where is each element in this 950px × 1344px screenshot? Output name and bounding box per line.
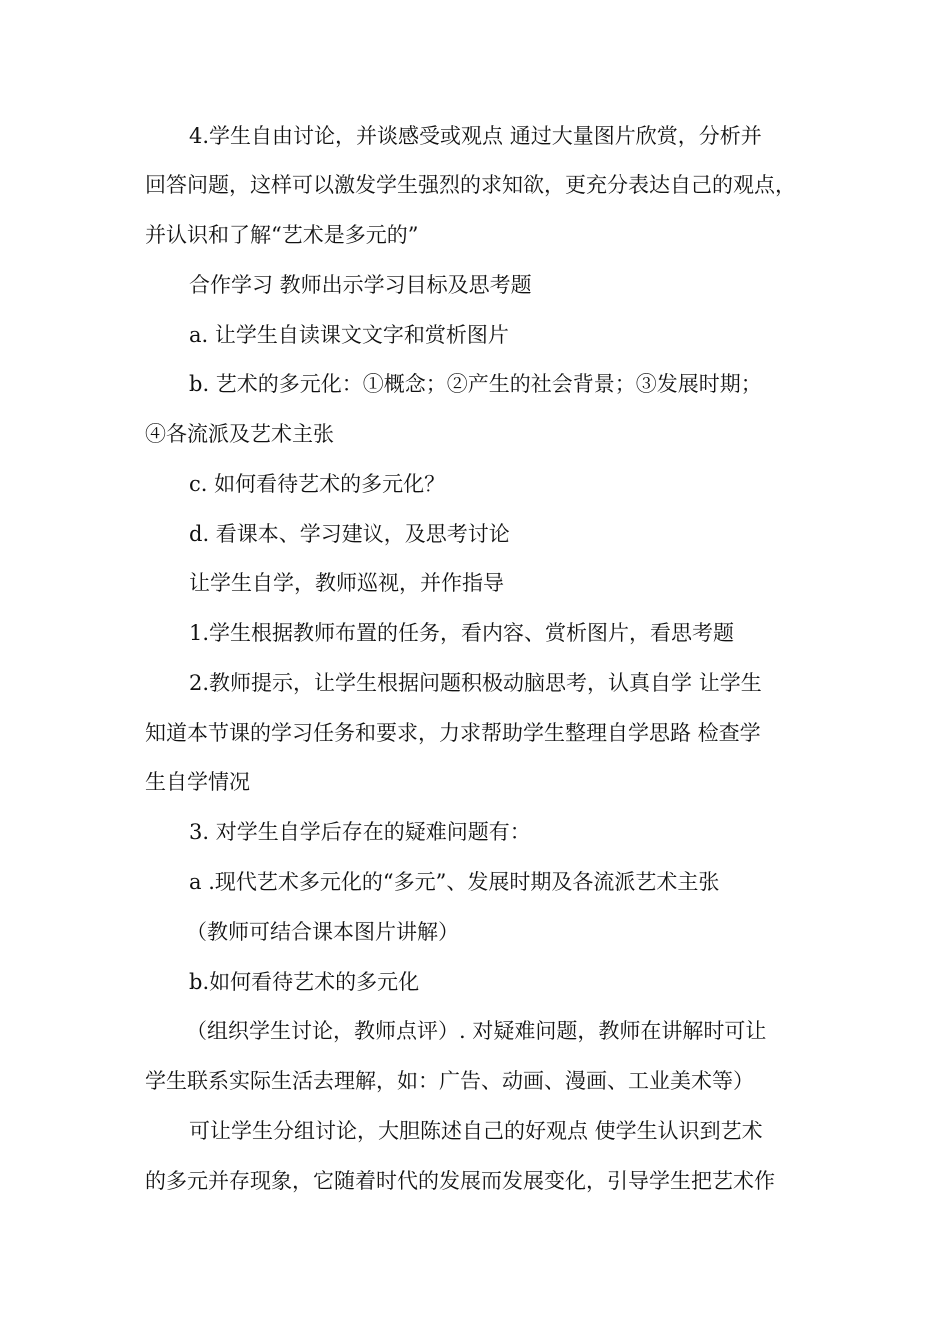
text-line: 的多元并存现象，它随着时代的发展而发展变化，引导学生把艺术作 bbox=[145, 1169, 775, 1193]
text-line: 并认识和了解“艺术是多元的” bbox=[145, 223, 419, 247]
text-line: 生自学情况 bbox=[145, 770, 250, 794]
text-line: 学生联系实际生活去理解，如：广告、动画、漫画、工业美术等） bbox=[145, 1069, 754, 1093]
text-line: c. 如何看待艺术的多元化？ bbox=[189, 472, 446, 496]
text-line: ④各流派及艺术主张 bbox=[145, 422, 334, 446]
text-line: （教师可结合课本图片讲解） bbox=[186, 920, 459, 944]
text-line: b.如何看待艺术的多元化 bbox=[189, 970, 420, 994]
text-line: a. 让学生自读课文文字和赏析图片 bbox=[189, 323, 509, 347]
text-line: 1.学生根据教师布置的任务，看内容、赏析图片，看思考题 bbox=[189, 621, 735, 645]
text-line: 合作学习 教师出示学习目标及思考题 bbox=[189, 273, 532, 297]
text-line: b. 艺术的多元化：①概念；②产生的社会背景；③发展时期； bbox=[189, 372, 762, 396]
text-line: 让学生自学，教师巡视，并作指导 bbox=[189, 571, 504, 595]
text-line: 4.学生自由讨论，并谈感受或观点 通过大量图片欣赏，分析并 bbox=[189, 124, 762, 148]
text-line: 知道本节课的学习任务和要求，力求帮助学生整理自学思路 检查学 bbox=[145, 721, 761, 745]
text-line: 2.教师提示，让学生根据问题积极动脑思考，认真自学 让学生 bbox=[189, 671, 762, 695]
text-line: 3. 对学生自学后存在的疑难问题有： bbox=[189, 820, 531, 844]
text-line: d. 看课本、学习建议，及思考讨论 bbox=[189, 522, 510, 546]
text-line: （组织学生讨论，教师点评）. 对疑难问题，教师在讲解时可让 bbox=[186, 1019, 767, 1043]
text-line: 回答问题，这样可以激发学生强烈的求知欲，更充分表达自己的观点， bbox=[145, 173, 796, 197]
text-line: a .现代艺术多元化的“多元”、发展时期及各流派艺术主张 bbox=[189, 870, 720, 894]
text-line: 可让学生分组讨论，大胆陈述自己的好观点 使学生认识到艺术 bbox=[189, 1119, 763, 1143]
